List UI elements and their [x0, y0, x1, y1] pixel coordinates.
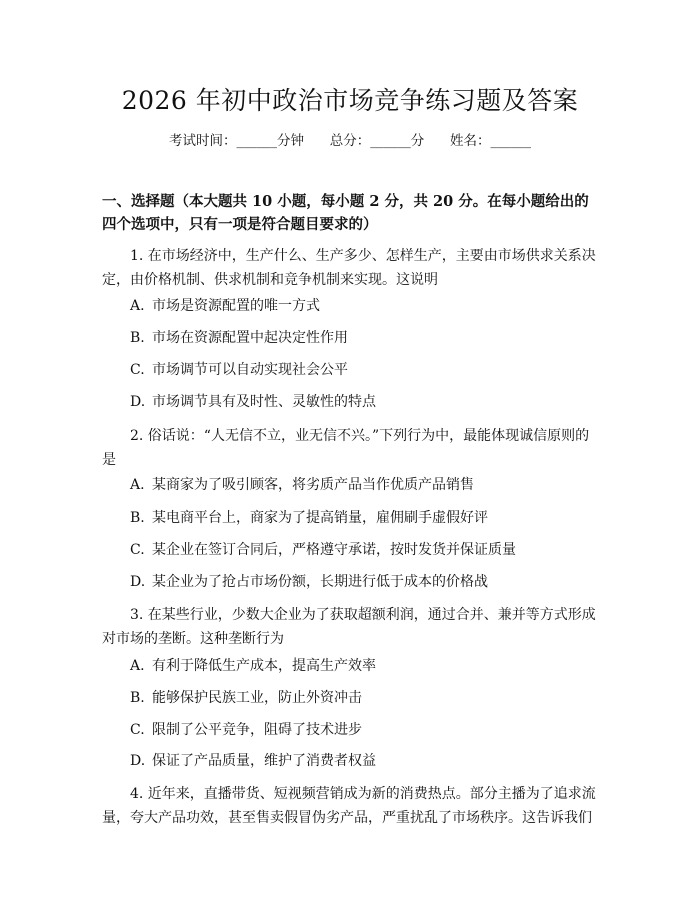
option-text: 保证了产品质量，维护了消费者权益 [152, 753, 376, 769]
student-name-field: 姓名：______ [450, 133, 531, 149]
question-2-option-c [130, 539, 598, 561]
section-heading: 一、选择题（本大题共 10 小题，每小题 2 分，共 20 分。在每小题给出的四个选项中，只有一项是符合题目要求的） [102, 193, 589, 233]
option-text: 某电商平台上，商家为了提高销量，雇佣刷手虚假好评 [152, 510, 488, 526]
question-1-option-c [130, 359, 598, 381]
question-2-option-d [130, 571, 598, 593]
question-2-option-b [130, 507, 598, 529]
total-score-field: 总分：______分 [329, 133, 425, 149]
option-label: C. [130, 542, 145, 558]
option-label: A. [130, 477, 145, 493]
option-label: B. [130, 690, 145, 706]
option-label: C. [130, 722, 145, 738]
question-1-option-d [130, 391, 598, 413]
question-2-option-a [130, 474, 598, 496]
option-label: D. [130, 574, 146, 590]
question-3-option-a [130, 655, 598, 677]
option-text: 市场调节可以自动实现社会公平 [152, 362, 348, 378]
exam-meta [0, 131, 700, 151]
question-3-stem: 3. 在某些行业，少数大企业为了获取超额利润，通过合并、兼并等方式形成对市场的垄断。这种垄断行为 [102, 607, 596, 647]
question-1-stem: 1. 在市场经济中，生产什么、生产多少、怎样生产，主要由市场供求关系决定，由价格机制、供求机制和竞争机制来实现。这说明 [102, 248, 596, 288]
option-label: D. [130, 753, 146, 769]
option-text: 能够保护民族工业，防止外资冲击 [152, 690, 362, 706]
exam-time-field: 考试时间：______分钟 [169, 133, 304, 149]
option-label: C. [130, 362, 145, 378]
option-text: 市场是资源配置的唯一方式 [152, 298, 320, 314]
question-3-option-d [130, 750, 598, 772]
option-label: A. [130, 298, 145, 314]
question-1-option-b [130, 327, 598, 349]
option-label: B. [130, 510, 145, 526]
question-3-option-c [130, 719, 598, 741]
option-text: 有利于降低生产成本，提高生产效率 [152, 658, 376, 674]
question-1-option-a [130, 295, 598, 317]
question-3-option-b [130, 687, 598, 709]
option-text: 某企业为了抢占市场份额，长期进行低于成本的价格战 [152, 574, 488, 590]
option-text: 某企业在签订合同后，严格遵守承诺，按时发货并保证质量 [152, 542, 516, 558]
option-label: D. [130, 394, 146, 410]
option-label: B. [130, 330, 145, 346]
option-text: 市场在资源配置中起决定性作用 [152, 330, 348, 346]
question-2-stem: 2. 俗话说：“人无信不立，业无信不兴。”下列行为中，最能体现诚信原则的是 [102, 428, 590, 468]
option-text: 某商家为了吸引顾客，将劣质产品当作优质产品销售 [152, 477, 474, 493]
document-title: 2026 年初中政治市场竞争练习题及答案 [121, 86, 579, 115]
option-text: 市场调节具有及时性、灵敏性的特点 [152, 394, 376, 410]
option-label: A. [130, 658, 145, 674]
option-text: 限制了公平竞争，阻碍了技术进步 [152, 722, 362, 738]
question-4-stem: 4. 近年来，直播带货、短视频营销成为新的消费热点。部分主播为了追求流量，夸大产品功效，甚至售卖假冒伪劣产品，严重扰乱了市场秩序。这告诉我们 [102, 786, 596, 826]
